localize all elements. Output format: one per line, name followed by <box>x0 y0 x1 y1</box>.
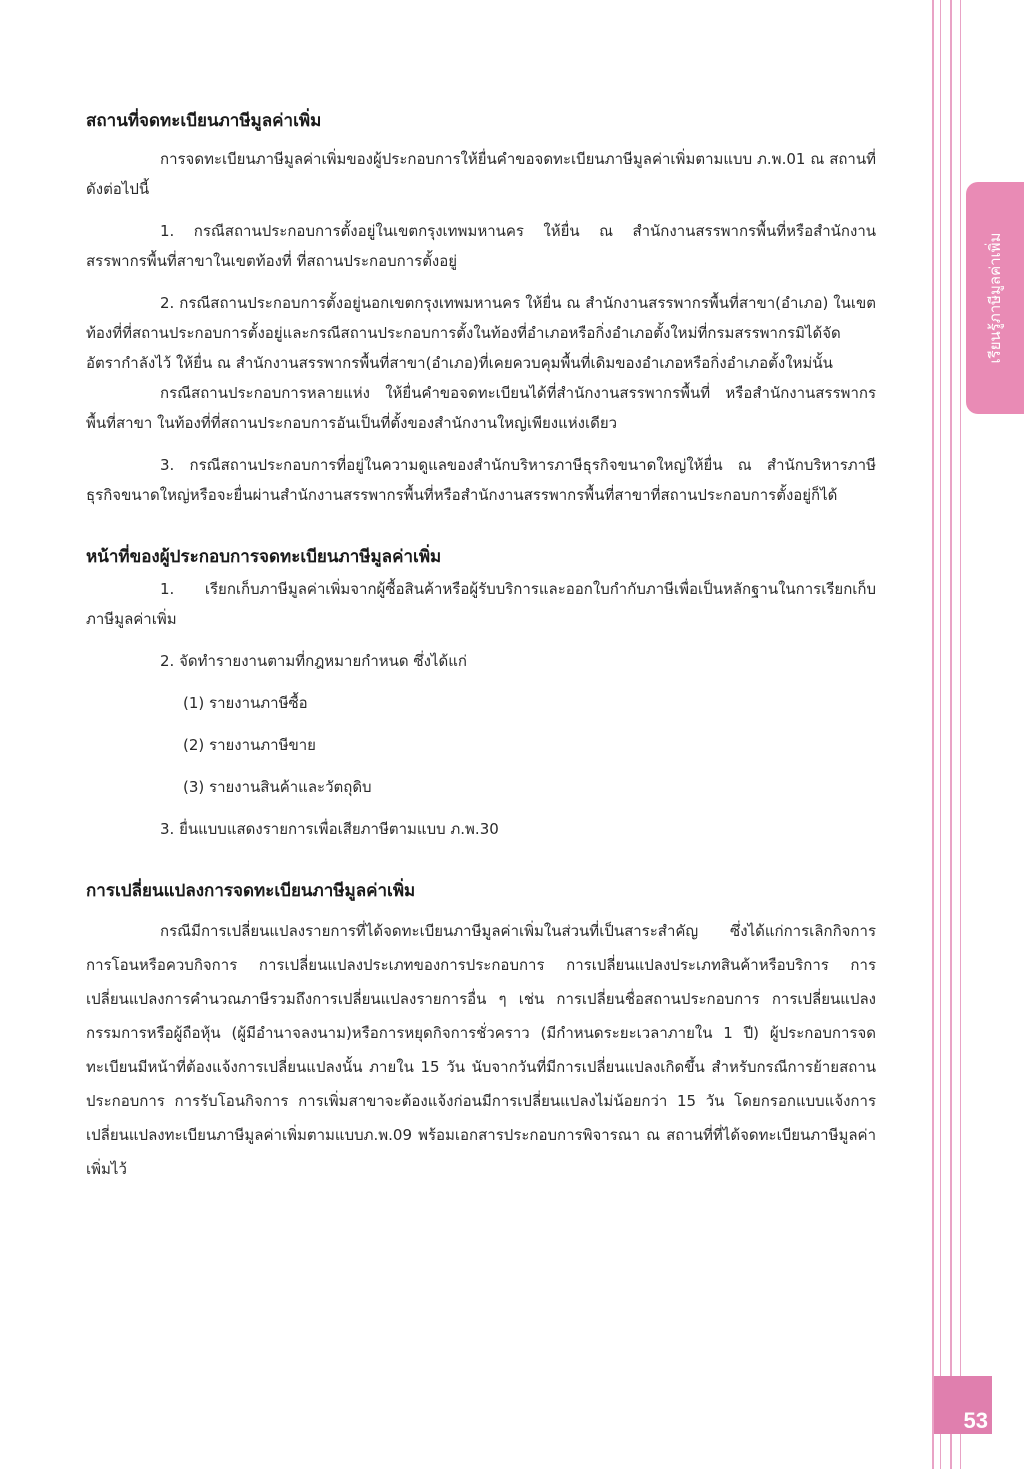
page-content <box>86 104 876 1186</box>
section-heading: การเปลี่ยนแปลงการจดทะเบียนภาษีมูลค่าเพิ่ม <box>86 881 416 901</box>
section-heading: หน้าที่ของผู้ประกอบการจดทะเบียนภาษีมูลค่าเพิ่ม <box>86 547 442 567</box>
numbered-paragraph: 3. ยื่นแบบแสดงรายการเพื่อเสียภาษีตามแบบ ภ.พ.30 <box>160 820 499 838</box>
paragraph: กรณีสถานประกอบการหลายแห่ง ให้ยื่นคำขอจดทะเบียนได้ที่สำนักงานสรรพากรพื้นที่ หรือสำนักงานสรรพากรพื้นที่สาขา ในท้องที่ที่สถานประกอบการอันเป็นที่ตั้งของสำนักงานใหญ่เพียงแห่งเดียว <box>86 384 876 432</box>
numbered-paragraph: 2. กรณีสถานประกอบการตั้งอยู่นอกเขตกรุงเทพมหานคร ให้ยื่น ณ สำนักงานสรรพากรพื้นที่สาขา(อำเภอ) ในเขตท้องที่ที่สถานประกอบการตั้งอยู่และกรณีสถานประกอบการตั้งในท้องที่อำเภอหรือกิ่งอำเภอตั้งใหม่ที่กรมสรรพากรมิได้จัดอัตรากำลังไว้ ให้ยื่น ณ สำนักงานสรรพากรพื้นที่สาขา(อำเภอ)ที่เคยควบคุมพื้นที่เดิมของอำเภอหรือกิ่งอำเภอตั้งใหม่นั้น <box>86 294 876 372</box>
decorative-rule <box>940 0 941 1469</box>
numbered-paragraph: 1. กรณีสถานประกอบการตั้งอยู่ในเขตกรุงเทพมหานคร ให้ยื่น ณ สำนักงานสรรพากรพื้นที่หรือสำนักงานสรรพากรพื้นที่สาขาในเขตท้องที่ ที่สถานประกอบการตั้งอยู่ <box>86 222 876 270</box>
page-number-box <box>934 1376 992 1434</box>
page-number: 53 <box>963 1408 988 1433</box>
numbered-paragraph: 2. จัดทำรายงานตามที่กฎหมายกำหนด ซึ่งได้แก่ <box>160 652 467 670</box>
sub-list-item: (3) รายงานสินค้าและวัตถุดิบ <box>183 778 372 796</box>
decorative-rule <box>950 0 952 1469</box>
sub-list-item: (1) รายงานภาษีซื้อ <box>183 694 308 712</box>
decorative-rule <box>960 0 961 1469</box>
numbered-paragraph: 1. เรียกเก็บภาษีมูลค่าเพิ่มจากผู้ซื้อสินค้าหรือผู้รับบริการและออกใบกำกับภาษีเพื่อเป็นหลักฐานในการเรียกเก็บภาษีมูลค่าเพิ่ม <box>86 580 876 628</box>
chapter-side-tab <box>966 182 1024 414</box>
body-paragraph: กรณีมีการเปลี่ยนแปลงรายการที่ได้จดทะเบียนภาษีมูลค่าเพิ่มในส่วนที่เป็นสาระสำคัญ ซึ่งได้แก่การเลิกกิจการ การโอนหรือควบกิจการ การเปลี่ยนแปลงประเภทของการประกอบการ การเปลี่ยนแปลงประเภทสินค้าหรือบริการ การเปลี่ยนแปลงการคำนวณภาษีรวมถึงการเปลี่ยนแปลงรายการอื่น ๆ เช่น การเปลี่ยนชื่อสถานประกอบการ การเปลี่ยนแปลงกรรมการหรือผู้ถือหุ้น (ผู้มีอำนาจลงนาม)หรือการหยุดกิจการชั่วคราว (มีกำหนดระยะเวลาภายใน 1 ปี) ผู้ประกอบการจดทะเบียนมีหน้าที่ต้องแจ้งการเปลี่ยนแปลงนั้น ภายใน 15 วัน นับจากวันที่มีการเปลี่ยนแปลงเกิดขึ้น สำหรับกรณีการย้ายสถานประกอบการ การรับโอนกิจการ การเพิ่มสาขาจะต้องแจ้งก่อนมีการเปลี่ยนแปลงไม่น้อยกว่า 15 วัน โดยกรอกแบบแจ้งการเปลี่ยนแปลงทะเบียนภาษีมูลค่าเพิ่มตามแบบภ.พ.09 พร้อมเอกสารประกอบการพิจารณา ณ สถานที่ที่ได้จดทะเบียนภาษีมูลค่าเพิ่มไว้ <box>86 922 876 1178</box>
decorative-rule <box>932 0 934 1469</box>
sub-list-item: (2) รายงานภาษีขาย <box>183 736 316 754</box>
section-intro-paragraph: การจดทะเบียนภาษีมูลค่าเพิ่มของผู้ประกอบการให้ยื่นคำขอจดทะเบียนภาษีมูลค่าเพิ่มตามแบบ ภ.พ.01 ณ สถานที่ดังต่อไปนี้ <box>86 150 876 198</box>
section-heading: สถานที่จดทะเบียนภาษีมูลค่าเพิ่ม <box>86 111 322 131</box>
numbered-paragraph: 3. กรณีสถานประกอบการที่อยู่ในความดูแลของสำนักบริหารภาษีธุรกิจขนาดใหญ่ให้ยื่น ณ สำนักบริหารภาษีธุรกิจขนาดใหญ่หรือจะยื่นผ่านสำนักงานสรรพากรพื้นที่หรือสำนักงานสรรพากรพื้นที่สาขาที่สถานประกอบการตั้งอยู่ก็ได้ <box>86 456 876 504</box>
chapter-side-tab-label: เรียนรู้ภาษีมูลค่าเพิ่ม <box>986 232 1004 364</box>
